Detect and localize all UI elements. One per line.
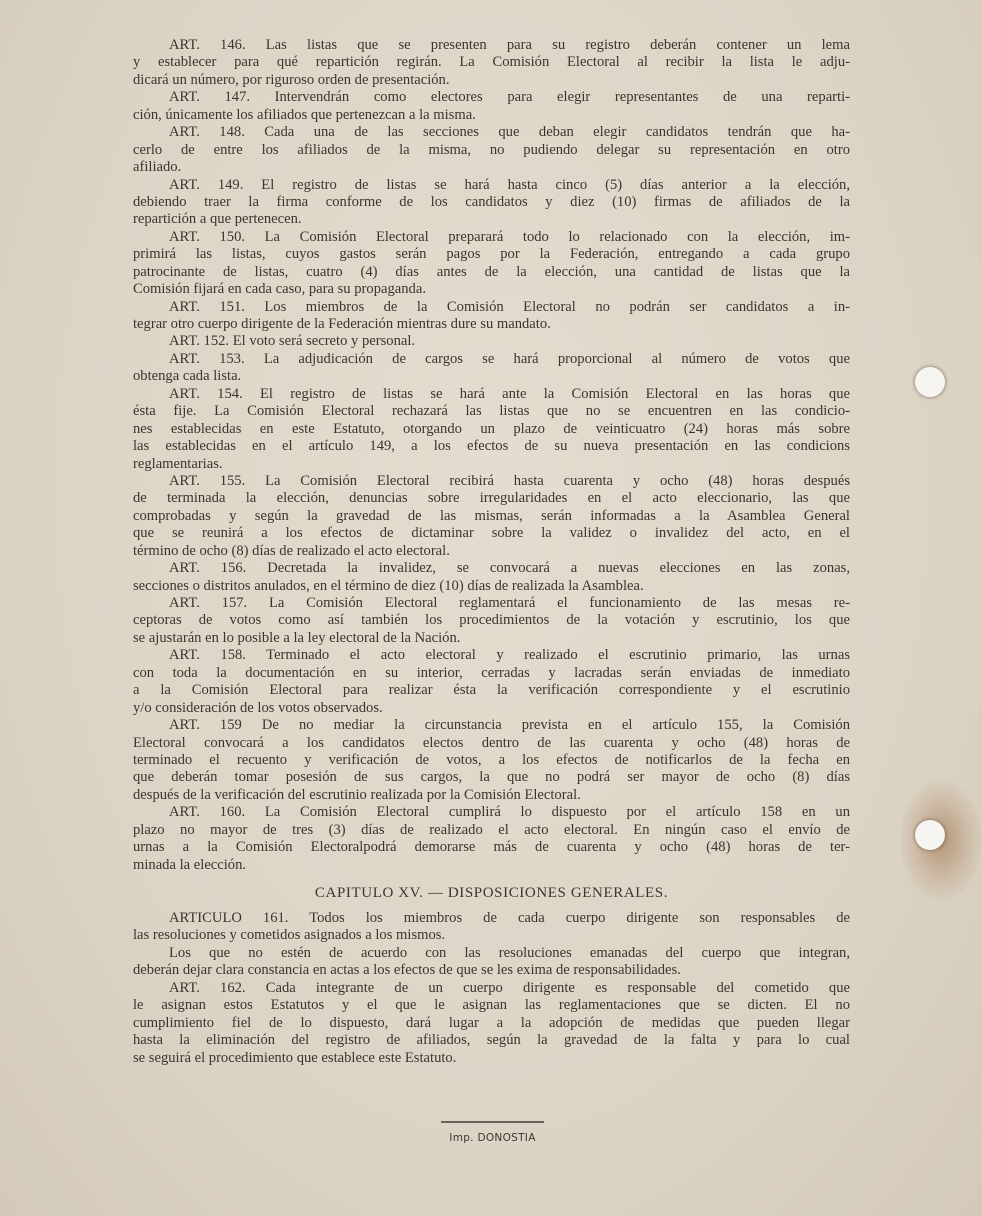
article-paragraph bbox=[133, 717, 850, 804]
article-paragraph bbox=[133, 89, 850, 124]
text-line: a la Comisión Electoral para realizar ésta la verificación correspondiente y el escrutinio bbox=[133, 682, 850, 699]
text-line: ción, únicamente los afiliados que pertenezcan a la misma. bbox=[133, 106, 476, 123]
chapter-heading: CAPITULO XV. — DISPOSICIONES GENERALES. bbox=[314, 885, 669, 901]
text-line: ART. 146. Las listas que se presenten para su registro deberán contener un lema bbox=[169, 37, 850, 53]
articles-section-general bbox=[133, 910, 850, 1067]
text-line: plazo no mayor de tres (3) días de realizado el acto electoral. En ningún caso el envío de bbox=[133, 821, 850, 838]
article-paragraph bbox=[133, 804, 850, 874]
text-line: le asignan estos Estatutos y el que le asignan las reglamentaciones que se dicten. El no bbox=[133, 997, 850, 1014]
text-line: ART. 153. La adjudicación de cargos se hará proporcional al número de votos que bbox=[169, 350, 850, 367]
text-line: obtenga cada lista. bbox=[133, 368, 242, 385]
text-line: ART. 156. Decretada la invalidez, se convocará a nuevas elecciones en las zonas, bbox=[169, 560, 850, 577]
text-line: ART. 147. Intervendrán como electores para elegir representantes de una reparti- bbox=[169, 89, 850, 106]
text-line: ésta fije. La Comisión Electoral rechazará las listas que no se encuentren en las condicio- bbox=[133, 403, 850, 420]
text-line: que deberán tomar posesión de sus cargos, la que no podrá ser mayor de ocho (8) días bbox=[133, 769, 850, 786]
article-paragraph bbox=[133, 386, 850, 473]
text-line: cerlo de entre los afiliados de la misma, no pudiendo delegar su representación en otro bbox=[133, 141, 850, 158]
text-line: ceptoras de votos como así también los procedimientos de la votación y escrutinio, los que bbox=[133, 612, 850, 629]
text-line: ART. 162. Cada integrante de un cuerpo dirigente es responsable del cometido que bbox=[169, 979, 850, 996]
text-line: las resoluciones y cometidos asignados a los mismos. bbox=[133, 927, 446, 944]
text-line: urnas a la Comisión Electoralpodrá demorarse más de cuarenta y ocho (48) horas de ter- bbox=[133, 839, 850, 856]
text-line: reglamentarias. bbox=[133, 455, 223, 472]
text-line: Comisión fijará en cada caso, para su propaganda. bbox=[133, 281, 426, 298]
text-line: primirá las listas, cuyos gastos serán pagos por la Federación, entregando a cada grupo bbox=[133, 246, 850, 263]
text-line: dicará un número, por riguroso orden de presentación. bbox=[133, 71, 450, 88]
text-line: ART. 155. La Comisión Electoral recibirá hasta cuarenta y ocho (48) horas después bbox=[169, 472, 850, 489]
punch-hole-bottom bbox=[915, 820, 945, 850]
text-line: repartición a que pertenecen. bbox=[133, 211, 302, 228]
text-line: término de ocho (8) días de realizado el acto electoral. bbox=[133, 542, 450, 559]
text-line: terminado el recuento y verificación de votos, a los efectos de notificarlos de la fecha en bbox=[133, 751, 850, 768]
text-line: y establecer para qué repartición regirán. La Comisión Electoral al recibir la lista le adju- bbox=[133, 54, 850, 71]
text-line: minada la elección. bbox=[133, 856, 247, 873]
text-line: ART. 158. Terminado el acto electoral y realizado el escrutinio primario, las urnas bbox=[169, 647, 850, 664]
text-line: que se reunirá a los efectos de dictaminar sobre la validez o invalidez del acto, en el bbox=[133, 525, 850, 542]
text-line: después de la verificación del escrutinio realizada por la Comisión Electoral. bbox=[133, 786, 581, 803]
text-line: afiliado. bbox=[133, 159, 182, 176]
text-line: deberán dejar clara constancia en actas a los efectos de que se les exima de responsabilidades. bbox=[133, 962, 681, 979]
text-line: las establecidas en el artículo 149, a los efectos de su nueva presentación en las condicions bbox=[133, 438, 850, 455]
text-line: tegrar otro cuerpo dirigente de la Federación mientras dure su mandato. bbox=[133, 316, 551, 332]
article-paragraph bbox=[133, 124, 850, 176]
article-paragraph bbox=[133, 299, 850, 334]
text-line: ART. 151. Los miembros de la Comisión Electoral no podrán ser candidatos a in- bbox=[169, 298, 850, 315]
text-line: ART. 148. Cada una de las secciones que deban elegir candidatos tendrán que ha- bbox=[169, 124, 850, 141]
article-paragraph bbox=[133, 647, 850, 717]
text-line: cumplimiento fiel de lo dispuesto, dará lugar a la adopción de medidas que pueden llegar bbox=[133, 1014, 850, 1031]
text-line: y/o consideración de los votos observados. bbox=[133, 699, 383, 716]
text-line: con toda la documentación en su interior, cerradas y lacradas serán enviadas de inmediato bbox=[133, 664, 850, 681]
article-paragraph bbox=[133, 37, 850, 89]
text-line: comprobadas y según la gravedad de las mismas, serán informadas a la Asamblea General bbox=[133, 507, 850, 524]
text-line: ART. 152. El voto será secreto y personal. bbox=[169, 333, 416, 350]
text-line: ART. 149. El registro de listas se hará hasta cinco (5) días anterior a la elección, bbox=[169, 176, 850, 193]
printer-imprint: Imp. DONOSTIA bbox=[449, 1132, 536, 1144]
article-paragraph bbox=[133, 910, 850, 945]
text-line: secciones o distritos anulados, en el término de diez (10) días de realizada la Asamblea. bbox=[133, 577, 644, 594]
article-paragraph bbox=[133, 333, 850, 350]
text-line: ART. 160. La Comisión Electoral cumplirá lo dispuesto por el artículo 158 en un bbox=[169, 804, 850, 821]
text-line: nes establecidas en este Estatuto, otorgando un plazo de veinticuatro (24) horas más sobre bbox=[133, 420, 850, 437]
article-paragraph bbox=[133, 473, 850, 560]
text-line: se seguirá el procedimiento que establece este Estatuto. bbox=[133, 1049, 457, 1066]
text-line: ART. 154. El registro de listas se hará ante la Comisión Electoral en las horas que bbox=[169, 385, 850, 402]
footer-divider bbox=[441, 1121, 544, 1123]
article-paragraph bbox=[133, 595, 850, 647]
text-line: Los que no estén de acuerdo con las resoluciones emanadas del cuerpo que integran, bbox=[169, 944, 850, 961]
article-paragraph bbox=[133, 560, 850, 595]
text-line: patrocinante de listas, cuatro (4) días antes de la elección, una cantidad de listas que la bbox=[133, 263, 850, 280]
article-paragraph bbox=[133, 177, 850, 229]
article-paragraph bbox=[133, 945, 850, 980]
articles-section-electoral bbox=[133, 37, 850, 874]
text-line: debiendo traer la firma conforme de los candidatos y diez (10) firmas de afiliados de la bbox=[133, 193, 850, 210]
punch-hole-top bbox=[915, 367, 945, 397]
document-body bbox=[133, 37, 850, 1067]
article-paragraph bbox=[133, 351, 850, 386]
text-line: ARTICULO 161. Todos los miembros de cada cuerpo dirigente son responsables de bbox=[169, 910, 850, 926]
text-line: hasta la eliminación del registro de afiliados, según la gravedad de la falta y para lo cual bbox=[133, 1032, 850, 1049]
text-line: se ajustarán en lo posible a la ley electoral de la Nación. bbox=[133, 629, 461, 646]
text-line: ART. 150. La Comisión Electoral preparará todo lo relacionado con la elección, im- bbox=[169, 228, 850, 245]
article-paragraph bbox=[133, 229, 850, 299]
text-line: de terminada la elección, denuncias sobre irregularidades en el acto eleccionario, las que bbox=[133, 490, 850, 507]
text-line: ART. 157. La Comisión Electoral reglamentará el funcionamiento de las mesas re- bbox=[169, 595, 850, 611]
article-paragraph bbox=[133, 980, 850, 1067]
text-line: Electoral convocará a los candidatos electos dentro de las cuarenta y ocho (48) horas de bbox=[133, 734, 850, 751]
text-line: ART. 159 De no mediar la circunstancia prevista en el artículo 155, la Comisión bbox=[169, 717, 850, 734]
